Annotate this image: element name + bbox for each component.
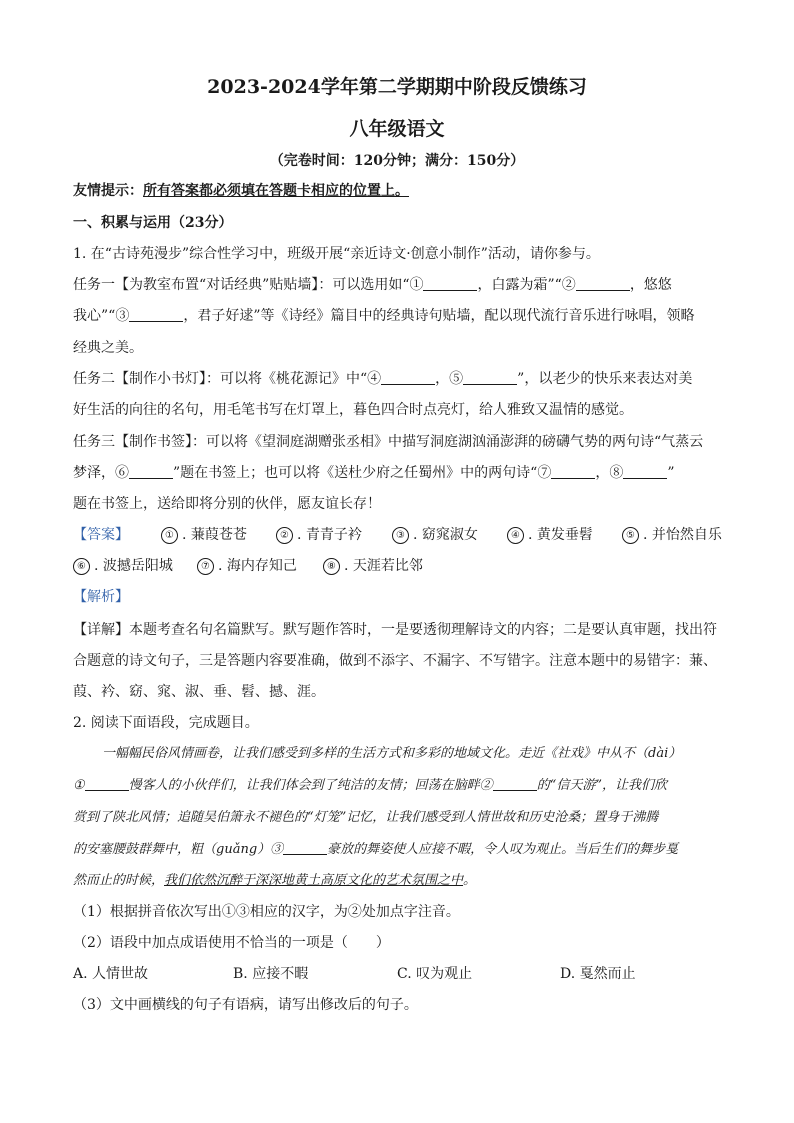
passage-mark-1: ① (73, 778, 85, 793)
task2-text-c: ”，以老少的快乐来表达对美 (517, 371, 693, 387)
option-text: 叹为观止 (416, 966, 473, 982)
answer-6 (73, 556, 173, 576)
answer-num: ③ (392, 527, 409, 544)
task1-line2 (73, 306, 694, 326)
option-text: 人情世故 (92, 966, 149, 982)
task3-text-d: ，⑧ (595, 465, 624, 481)
answer-text: . 青青子衿 (297, 527, 362, 543)
exam-info: （完卷时间：120分钟；满分：150分） (269, 153, 525, 169)
option-label: D. (560, 966, 576, 982)
blank-7 (551, 464, 595, 479)
passage-line4 (73, 840, 678, 860)
passage-text-2b: 慢客人的小伙伴们，让我们体会到了纯洁的友情；回荡在脑畔② (128, 778, 493, 793)
answer-1 (161, 525, 247, 545)
tip-text: 所有答案都必须填在答题卡相应的位置上。 (143, 183, 409, 199)
analysis-label: 【解析】 (73, 589, 129, 605)
answer-text: . 黄发垂髫 (528, 527, 593, 543)
q2-intro: 2. 阅读下面语段，完成题目。 (73, 715, 259, 731)
task1-text-c: ，悠悠 (629, 277, 672, 293)
passage-blank-3 (283, 840, 327, 855)
detail-line2: 合题意的诗文句子，三是答题内容要准确，做到不添字、不漏字、不写错字。注意本题中的易错字：蒹、 (73, 653, 717, 669)
task3-line1: 任务三【制作书签】：可以将《望洞庭湖赠张丞相》中描写洞庭湖汹涌澎湃的磅礴气势的两句诗“气蒸云 (73, 434, 704, 450)
answer-5 (622, 525, 722, 545)
option-text: 应接不暇 (252, 966, 309, 982)
blank-2 (576, 276, 630, 291)
friendly-tip (73, 181, 409, 201)
q2-sub2: （2）语段中加点成语使用不恰当的一项是（ ） (73, 935, 390, 951)
option-d (560, 963, 636, 983)
passage-text-2c: 的“信天游”，让我们欣 (536, 778, 667, 793)
blank-5 (463, 370, 517, 385)
blank-8 (623, 464, 667, 479)
answer-4 (507, 525, 593, 545)
passage-text-5a: 然而止的时候， (73, 873, 165, 888)
answer-8 (323, 556, 423, 576)
answer-text: . 海内存知己 (218, 558, 297, 574)
answer-text: . 天涯若比邻 (344, 558, 423, 574)
answer-num: ② (276, 527, 293, 544)
subject-title: 八年级语文 (349, 118, 445, 140)
task3-line2 (73, 463, 675, 483)
detail-line3: 葭、衿、窈、窕、淑、垂、髫、撼、涯。 (73, 684, 325, 700)
option-c (397, 963, 472, 983)
tip-label: 友情提示： (73, 183, 143, 199)
task2-text-a: 任务二【制作小书灯】：可以将《桃花源记》中“④ (73, 371, 382, 387)
detail-line1: 【详解】本题考查名句名篇默写。默写题作答时，一是要透彻理解诗文的内容；二是要认真审题，找出符 (73, 622, 717, 638)
passage-text-4a: 的安塞腰鼓群舞中，粗（guǎng）③ (73, 842, 284, 857)
task1-text-e: ，君子好逑”等《诗经》篇目中的经典诗句贴墙，配以现代流行音乐进行咏唱，领略 (183, 308, 695, 324)
q1-intro: 1. 在“古诗苑漫步”综合性学习中，班级开展“亲近诗文·创意小制作”活动，请你参与。 (73, 246, 600, 262)
task2-line1 (73, 369, 692, 389)
answer-3 (392, 525, 478, 545)
task3-line3: 题在书签上，送给即将分别的伙伴，愿友谊长存！ (73, 496, 381, 512)
answer-text: . 蒹葭苍苍 (182, 527, 247, 543)
answer-text: . 并怡然自乐 (643, 527, 722, 543)
passage-text-4b: 豪放的舞姿使人应接不暇，令人叹为观止。当后生们的舞步戛 (327, 842, 679, 857)
passage-blank-2 (493, 776, 537, 791)
answer-row-1 (73, 525, 723, 545)
underlined-sentence: 我们依然沉醉于深深地黄土高原文化的艺术氛围之中 (164, 873, 464, 888)
answer-7 (197, 556, 297, 576)
answer-num: ⑧ (323, 558, 340, 575)
task3-text-c: ”题在书签上；也可以将《送杜少府之任蜀州》中的两句诗“⑦ (173, 465, 552, 481)
answer-num: ④ (507, 527, 524, 544)
option-a (73, 963, 148, 983)
task1-text-a: 任务一【为教室布置“对话经典”贴贴墙】：可以选用如“① (73, 277, 424, 293)
answer-num: ⑦ (197, 558, 214, 575)
option-label: A. (73, 966, 88, 982)
task2-line2: 好生活的向往的名句，用毛笔书写在灯罩上，暮色四合时点亮灯，给人雅致又温情的感觉。 (73, 402, 633, 418)
passage-line3: 赏到了陕北风情；追随吴伯箫永不褪色的“灯笼”记忆，让我们感受到人情世故和历史沧桑；置身于沸腾 (73, 810, 659, 825)
option-b (233, 963, 308, 983)
q2-sub1: （1）根据拼音依次写出①③相应的汉字，为②处加点字注音。 (73, 904, 460, 920)
blank-6 (129, 464, 173, 479)
answer-num: ⑥ (73, 558, 90, 575)
answer-2 (276, 525, 362, 545)
task2-text-b: ，⑤ (435, 371, 464, 387)
blank-4 (381, 370, 435, 385)
answer-num: ⑤ (622, 527, 639, 544)
section-heading: 一、积累与运用（23分） (73, 215, 233, 231)
passage-text-5c: 。 (463, 873, 477, 888)
task3-text-b: 梦泽，⑥ (73, 465, 129, 481)
passage-line5 (73, 871, 476, 891)
task1-line1 (73, 275, 672, 295)
task1-line3: 经典之美。 (73, 340, 143, 356)
task1-text-d: 我心”“③ (73, 308, 130, 324)
answer-num: ① (161, 527, 178, 544)
task1-text-b: ，白露为霜”“② (477, 277, 576, 293)
blank-3 (129, 307, 183, 322)
option-text: 戛然而止 (579, 966, 636, 982)
task3-text-e: ” (667, 465, 675, 481)
answer-text: . 窈窕淑女 (413, 527, 478, 543)
option-label: C. (397, 966, 412, 982)
passage-blank-1 (85, 776, 129, 791)
passage-line1: 一幅幅民俗风情画卷，让我们感受到多样的生活方式和多彩的地域文化。走近《社戏》中从不（dài） (102, 746, 682, 761)
q2-sub3: （3）文中画横线的句子有语病，请写出修改后的句子。 (73, 997, 418, 1013)
blank-1 (423, 276, 477, 291)
option-label: B. (233, 966, 248, 982)
answer-label: 【答案】 (73, 527, 129, 543)
answer-text: . 波撼岳阳城 (94, 558, 173, 574)
passage-line2 (73, 776, 667, 796)
exam-title: 2023-2024学年第二学期期中阶段反馈练习 (207, 76, 587, 98)
